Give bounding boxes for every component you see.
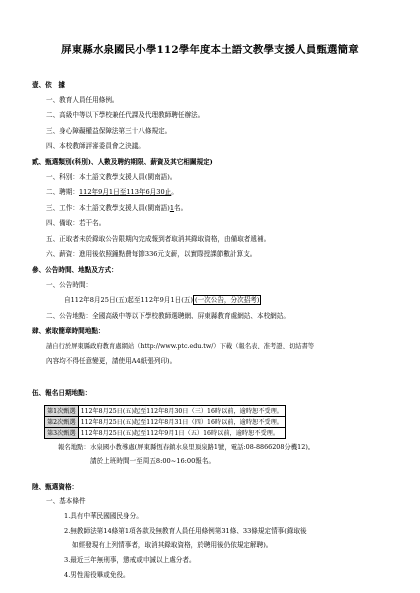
section-6-heading: 陸、甄選資格：: [32, 483, 79, 491]
section-1-item: 四、本校教師評審委員會之決議。: [46, 142, 145, 150]
announce-dates: 自112年8月25日(五)起至112年9月1日(五): [64, 296, 193, 304]
section-2-item: [46, 188, 178, 196]
section-5-heading: 伍、報名日期地點：: [32, 389, 92, 397]
document-title: 屏東縣水泉國民小學112學年度本土語文教學支援人員甄選簡章: [61, 44, 359, 56]
section-2-heading: 貳、甄選類別(科別)、人數及聘約期限、薪資及其它相關規定): [32, 158, 213, 166]
section-3-item: 一、公告時間：: [46, 281, 93, 289]
section-2-item: 六、薪資：進用後依照鐘點費每節336元支薪，以實際授課節數計算支。: [46, 250, 257, 258]
qualification-item: 1.具有中華民國國民身分。: [64, 512, 143, 520]
qualification-item: 如經發現有上列情事者，取消其錄取資格，於聘用後仍依規定解聘)。: [72, 541, 273, 549]
section-1-item: 三、身心障礙權益保障法第三十八條規定。: [46, 127, 172, 135]
schedule-label: 第3次甄選: [45, 428, 79, 439]
section-2-item: 一、科別：本土語文教學支援人員(閩南語)。: [46, 173, 177, 181]
section-4-text: 請自行於屏東縣政府教育處網站（http://www.ptc.edu.tw/）下載（報名表、准考證、切結書等: [46, 343, 315, 350]
term-label: 二、聘期：: [46, 188, 79, 196]
section-2-item: 四、備取：若干名。: [46, 219, 106, 227]
qualification-item: 4.男性需役畢或免役。: [64, 571, 130, 579]
signup-place: 報名地點：水泉國小教導處(屏東縣恆春鎮水泉里頂泉路1號，電話:08-8866208分機12)。: [58, 443, 315, 451]
job-unit: 名。: [174, 204, 188, 212]
section-4-text: 內容均不得任意變更，請使用A4紙張列印)。: [46, 357, 177, 365]
section-1-item: 二、高級中等以下學校兼任代課及代理教師聘任辦法。: [46, 111, 205, 119]
schedule-label: 第2次甄選: [45, 417, 79, 428]
announce-period: [64, 296, 261, 304]
signup-hours: 請於上班時間一至周五8:00~16:00報名。: [90, 457, 216, 465]
section-3-item: 二、公告地點：全國高級中等以下學校教師選聘網、屏東縣教育處網站、本校網站。: [46, 312, 290, 320]
section-1-item: 一、教育人員任用條例。: [46, 96, 119, 104]
schedule-table: [44, 405, 286, 439]
section-4-heading: 肆、索取簡章時間地點：: [32, 327, 105, 335]
job-count: 1: [169, 204, 175, 212]
schedule-label: 第1次甄選: [45, 406, 79, 417]
announce-note: (一次公告，分次招考): [194, 296, 260, 304]
table-row: [45, 417, 286, 428]
section-2-item: 五、正取者未於錄取公告限期內完成報到者取消其錄取資格，由備取者遞補。: [46, 235, 271, 243]
section-1-heading: 壹、依 據: [32, 81, 65, 89]
term-dates: 112年9月1日至113年6月30止: [78, 188, 172, 196]
table-row: [45, 428, 286, 439]
section-3-heading: 參、公告時間、地點及方式：: [32, 266, 118, 274]
schedule-text: 112年8月25日(五)起至112年9月1日（五）16時以前，逾時恕不受理。: [78, 428, 285, 439]
schedule-text: 112年8月25日(五)起至112年8月31日（四）16時以前，逾時恕不受理。: [78, 417, 285, 428]
schedule-text: 112年8月25日(五)起至112年8月30日（三）16時以前，逾時恕不受理。: [78, 406, 285, 417]
qualification-item: 3.最近三年無刑事，懲戒或申誡以上處分者。: [64, 556, 196, 564]
term-end: 。: [171, 188, 178, 196]
job-label: 三、工作：本土語文教學支援人員(閩南語): [46, 204, 170, 212]
section-2-item: [46, 204, 187, 212]
section-6-sub: 一、基本條件: [46, 497, 86, 505]
table-row: [45, 406, 286, 417]
qualification-item: 2.無教師法第14條第1項各款及無教育人員任用條例第31條、33條規定情事(錄取後: [64, 527, 307, 535]
